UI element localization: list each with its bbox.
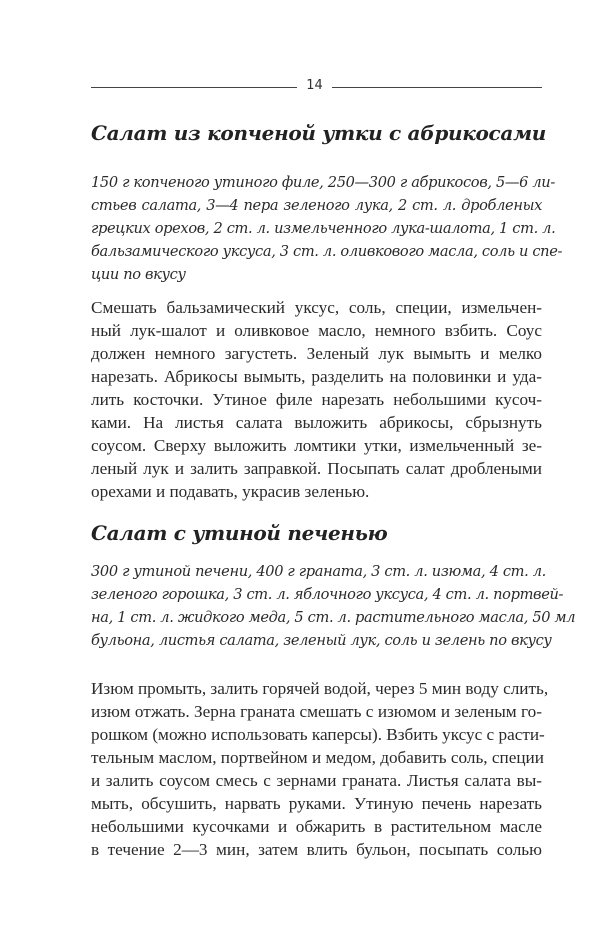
text-line: грецких орехов, 2 ст. л. измельченного лука-шалота, 1 ст. л.	[91, 220, 556, 237]
text-line: стьев салата, 3—4 пера зеленого лука, 2 ст. л. дробленых	[91, 197, 542, 214]
text-line: и залить соусом смесь с зернами граната. Листья салата вы-	[91, 771, 542, 790]
text-line: зеленого горошка, 3 ст. л. яблочного уксуса, 4 ст. л. портвей-	[91, 586, 564, 603]
ingredients-list	[91, 560, 576, 652]
text-line: лить косточки. Утиное филе нарезать небольшими кусоч-	[91, 390, 542, 409]
text-line: 150 г копченого утиного филе, 250—300 г абрикосов, 5—6 ли-	[91, 174, 555, 191]
recipe-title	[91, 120, 547, 146]
text-line: нарезать. Абрикосы вымыть, разделить на половинки и уда-	[91, 367, 542, 386]
text-line: орехами и подавать, украсив зеленью.	[91, 482, 370, 501]
text-line: рошком (можно использовать каперсы). Взбить уксус с расти-	[91, 725, 545, 744]
text-line: леный лук и залить заправкой. Посыпать салат дроблеными	[91, 459, 542, 478]
text-line: ции по вкусу	[91, 266, 186, 283]
text-line: тельным маслом, портвейном и медом, добавить соль, специи	[91, 748, 544, 767]
text-line: небольшими кусочками и обжарить в растительном масле	[91, 817, 542, 836]
text-line: изюм отжать. Зерна граната смешать с изюмом и зеленым го-	[91, 702, 542, 721]
text-line: Смешать бальзамический уксус, соль, специи, измельчен-	[91, 298, 542, 317]
recipe-title	[91, 520, 542, 546]
header-rule-left	[91, 87, 297, 88]
method-paragraph	[91, 677, 549, 861]
text-line: соусом. Сверху выложить ломтики утки, измельченный зе-	[91, 436, 542, 455]
text-line: мыть, обсушить, нарвать руками. Утиную печень нарезать	[91, 794, 542, 813]
page-number: 14	[306, 78, 323, 93]
text-line: в течение 2—3 мин, затем влить бульон, посыпать солью	[91, 840, 542, 859]
text-line: должен немного загустеть. Зеленый лук вымыть и мелко	[91, 344, 542, 363]
ingredients-list	[91, 171, 563, 286]
text-line: ный лук-шалот и оливковое масло, немного взбить. Соус	[91, 321, 542, 340]
header-rule-right	[332, 87, 542, 88]
text-line: 300 г утиной печени, 400 г граната, 3 ст. л. изюма, 4 ст. л.	[91, 563, 546, 580]
page-header	[91, 78, 542, 96]
text-line: Изюм промыть, залить горячей водой, через 5 мин воду слить,	[91, 679, 549, 698]
text-line: ками. На листья салата выложить абрикосы, сбрызнуть	[91, 413, 542, 432]
text-line: бальзамического уксуса, 3 ст. л. оливкового масла, соль и спе-	[91, 243, 563, 260]
text-line: на, 1 ст. л. жидкого меда, 5 ст. л. растительного масла, 50 мл	[91, 609, 576, 626]
recipe-title-text: Салат с утиной печенью	[91, 521, 388, 545]
method-paragraph	[91, 296, 542, 503]
recipe-title-text: Салат из копченой утки с абрикосами	[91, 121, 547, 145]
text-line: бульона, листья салата, зеленый лук, соль и зелень по вкусу	[91, 632, 552, 649]
